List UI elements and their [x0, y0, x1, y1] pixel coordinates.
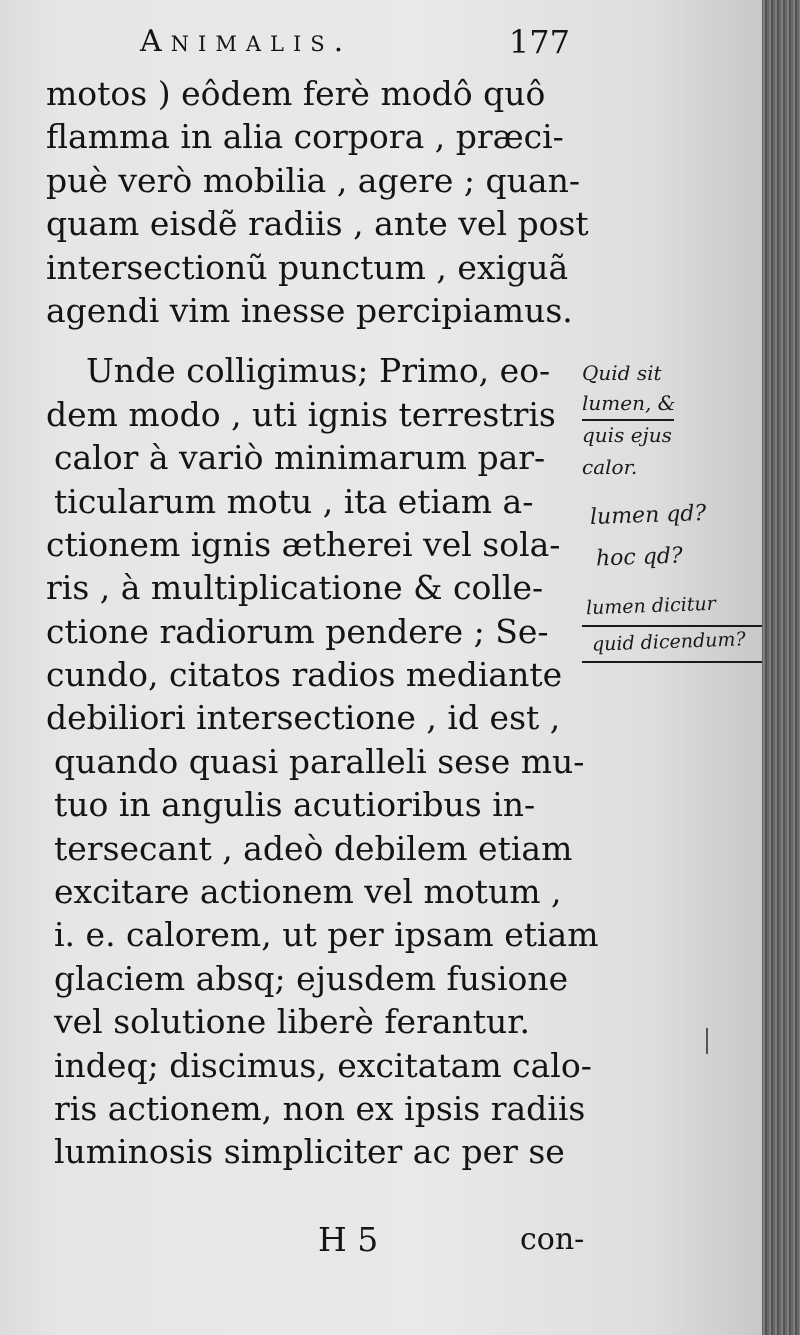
paragraph-gap — [46, 332, 582, 349]
text-line: tersecant , adeò debilem etiam — [54, 828, 573, 868]
handwritten-note: lumen qd? — [589, 500, 707, 531]
printed-note-line: Quid sit — [582, 361, 662, 385]
note-underline — [582, 625, 762, 627]
paragraph-2 — [46, 349, 599, 1173]
text-line: vel solutione liberè ferantur. — [54, 1002, 530, 1042]
printed-note-line: calor. — [582, 455, 638, 479]
signature-mark: H 5 — [318, 1220, 379, 1259]
note-underline — [582, 419, 674, 421]
text-line: agendi vim inesse percipiamus. — [46, 290, 573, 330]
handwritten-note: hoc qd? — [595, 543, 684, 572]
text-line: puè verò mobilia , agere ; quan- — [46, 160, 580, 200]
text-line: ctione radiorum pendere ; Se- — [46, 611, 549, 651]
catchword: con- — [520, 1222, 585, 1257]
handwritten-note: quid dicendum? — [591, 628, 746, 656]
page-edge — [762, 0, 800, 1335]
text-line: intersectionũ punctum , exiguã — [46, 247, 569, 287]
marginal-notes — [582, 355, 762, 695]
text-line: ris , à multiplicatione & colle- — [46, 568, 544, 608]
note-underline — [582, 661, 762, 663]
text-line: tuo in angulis acutioribus in- — [54, 785, 536, 825]
text-line: motos ) eôdem ferè modô quô — [46, 74, 546, 113]
text-line: ris actionem, non ex ipsis radiis — [54, 1088, 586, 1128]
text-line: flamma in alia corpora , præci- — [46, 117, 564, 157]
text-line: ticularum motu , ita etiam a- — [54, 481, 534, 521]
body-text — [46, 72, 599, 1174]
text-line: Unde colligimus; Primo, eo- — [86, 351, 551, 391]
running-head: Animalis. — [140, 24, 353, 59]
handwritten-note: lumen dicitur — [585, 592, 717, 620]
text-line: i. e. calorem, ut per ipsam etiam — [54, 915, 599, 955]
text-line: indeq; discimus, excitatam calo- — [54, 1045, 592, 1085]
printed-note-line: lumen, & — [582, 391, 676, 415]
text-line: cundo, citatos radios mediante — [46, 655, 563, 695]
text-line: quando quasi paralleli sese mu- — [54, 741, 585, 781]
text-line: dem modo , uti ignis terrestris — [46, 394, 556, 434]
text-line: debiliori intersectione , id est , — [46, 698, 561, 738]
paragraph-1 — [46, 72, 589, 332]
text-line: luminosis simpliciter ac per se — [54, 1132, 565, 1172]
ink-mark — [706, 1028, 708, 1054]
text-line: calor à variò minimarum par- — [54, 438, 546, 478]
text-line: ctionem ignis ætherei vel sola- — [46, 524, 561, 564]
page-footer — [0, 1218, 762, 1262]
text-line: excitare actionem vel motum , — [54, 872, 562, 912]
text-line: glaciem absq; ejusdem fusione — [54, 958, 569, 998]
page-header — [140, 22, 580, 62]
text-line: quam eisdẽ radiis , ante vel post — [46, 204, 589, 244]
printed-note-line: quis ejus — [582, 423, 672, 447]
page-number: 177 — [508, 23, 570, 61]
